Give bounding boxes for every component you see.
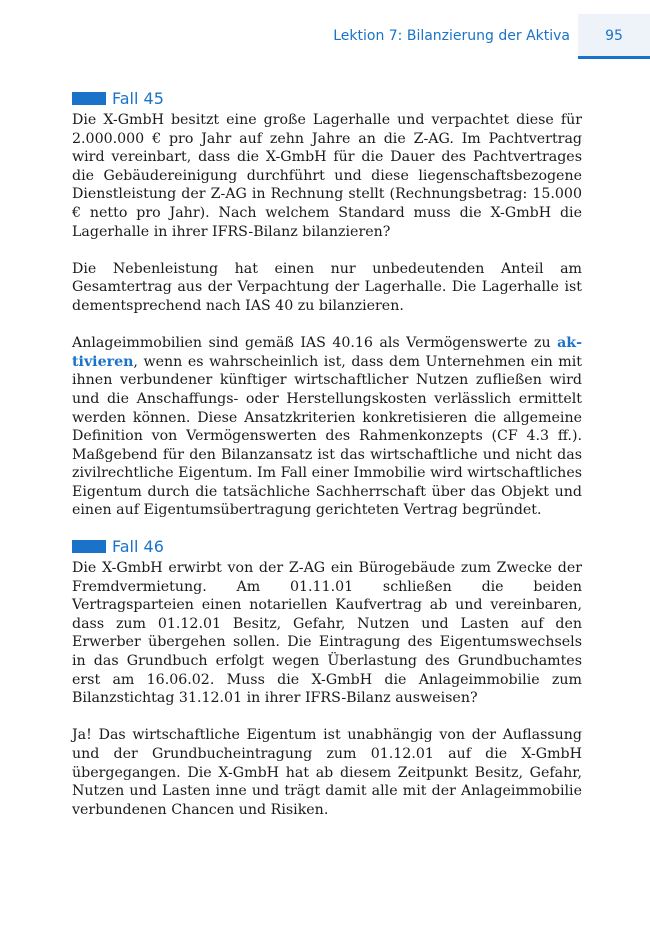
case-46-answer: Ja! Das wirtschaftliche Eigentum ist unabhängig von der Auflassung und der Grundbucheintragung zum 01.12.01 auf die X-GmbH übergegangen. Die X-GmbH hat ab diesem Zeitpunkt Besitz, Gefahr, Nutzen und Lasten inne und trägt damit alle mit der Anlageimmobilie verbundenen Chancen und Risiken. [72, 727, 582, 818]
case-marker [72, 92, 106, 105]
case-45-heading [72, 87, 582, 109]
case-45-title: Fall 45 [112, 88, 164, 108]
page-number: 95 [605, 28, 623, 44]
page-content [72, 87, 582, 819]
case-45-answer-2 [72, 334, 582, 520]
header-rule [578, 56, 650, 59]
keyword-aktivieren: aktivieren [72, 335, 582, 370]
chapter-title: Lektion 7: Bilanzierung der Aktiva [333, 28, 570, 44]
answer-2-text-start: Anlageimmobilien sind gemäß IAS 40.16 als Vermögenswerte zu [72, 335, 558, 352]
page-number-box [578, 14, 650, 56]
case-45-question: Die X-GmbH besitzt eine große Lagerhalle und verpachtet diese für 2.000.000 € pro Jahr auf zehn Jahre an die Z-AG. Im Pachtvertrag wird vereinbart, dass die X-GmbH für die Dauer des Pachtvertrages die Gebäudereinigung durchführt und diese liegenschaftsbezogene Dienstleistung der Z-AG in Rechnung stellt (Rechnungsbetrag: 15.000 € netto pro Jahr). Nach welchem Standard muss die X-GmbH die Lagerhalle in ihrer IFRS-Bilanz bilanzieren? [72, 112, 582, 240]
case-46-heading [72, 535, 582, 557]
answer-2-text-end: , wenn es wahrscheinlich ist, dass dem Unternehmen ein mit ihnen verbundener künftiger wirtschaftlicher Nutzen zufließen wird und die Anschaffungs- oder Herstellungskosten verlässlich ermittelt werden können. Diese Ansatzkriterien konkretisieren die allgemeine Definition von Vermögenswerten des Rahmenkonzepts (CF 4.3 ff.). Maßgebend für den Bilanzansatz ist das wirtschaftliche und nicht das zivilrechtliche Eigentum. Im Fall einer Immobilie wird wirtschaftliches Eigentum durch die tatsächliche Sachherrschaft über das Objekt und einen auf Eigentumsübertragung gerichteten Vertrag begründet. [72, 353, 582, 519]
page-header [0, 0, 650, 60]
case-46-question: Die X-GmbH erwirbt von der Z-AG ein Bürogebäude zum Zwecke der Fremdvermietung. Am 01.11.01 schließen die beiden Vertragsparteien einen notariellen Kaufvertrag ab und vereinbaren, dass zum 01.12.01 Besitz, Gefahr, Nutzen und Lasten auf den Erwerber übergehen sollen. Die Eintragung des Eigentumswechsels in das Grundbuch erfolgt wegen Überlastung des Grundbuchamtes erst am 16.06.02. Muss die X-GmbH die Anlageimmobilie zum Bilanzstichtag 31.12.01 in ihrer IFRS-Bilanz ausweisen? [72, 560, 582, 707]
case-46-title: Fall 46 [112, 536, 164, 556]
case-marker [72, 540, 106, 553]
case-45-answer-1: Die Nebenleistung hat einen nur unbedeutenden Anteil am Gesamtertrag aus der Verpachtung der Lagerhalle. Die Lagerhalle ist dementsprechend nach IAS 40 zu bilanzieren. [72, 260, 582, 314]
